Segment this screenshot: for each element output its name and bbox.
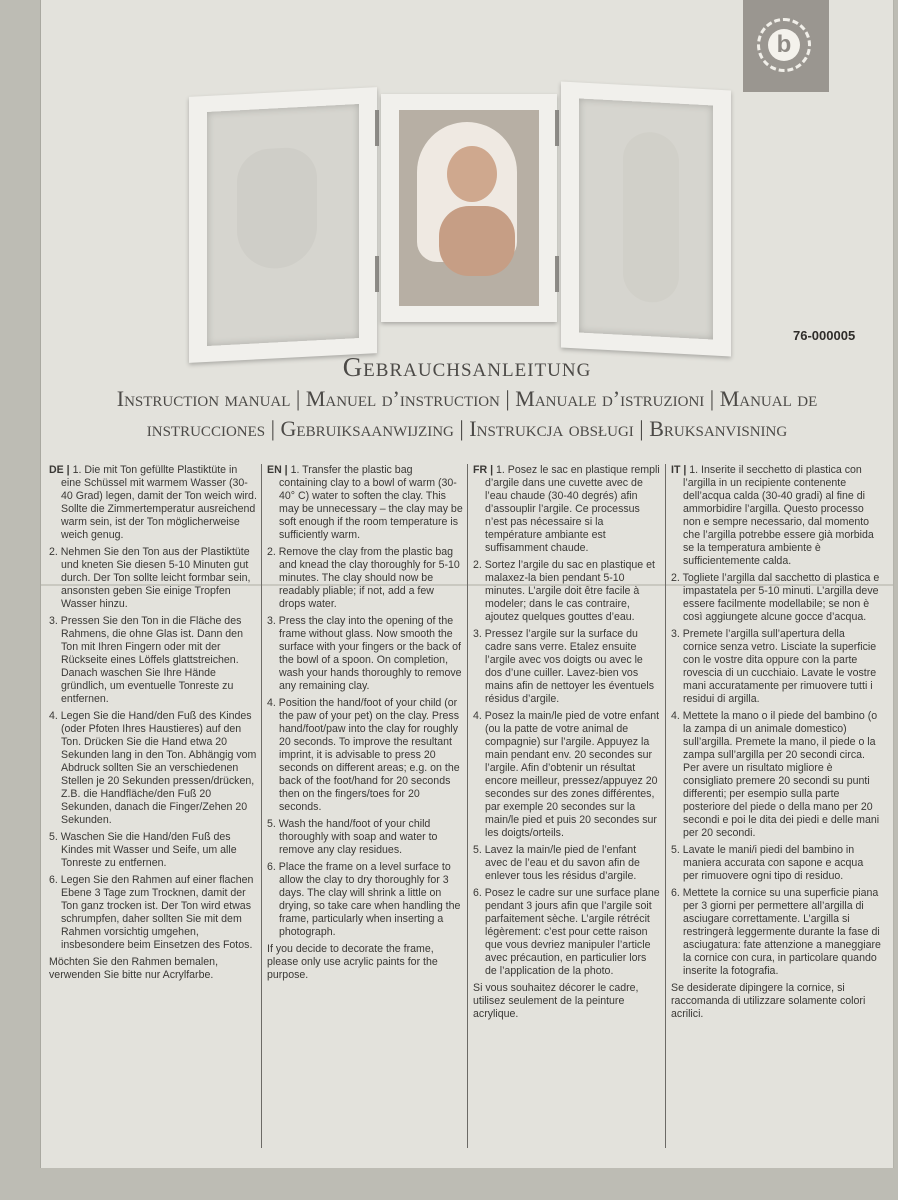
handprint-image [237, 146, 317, 270]
paint-note: If you decide to decorate the frame, please only use acrylic paints for the purpose. [267, 943, 438, 981]
language-label: DE | [49, 464, 70, 476]
column-fr [473, 464, 661, 1148]
column-it [671, 464, 881, 1148]
brand-logo [743, 0, 829, 92]
step-3: 3. Pressez l’argile sur la surface du cadre sans verre. Etalez ensuite l’argile avec vos doigts ou avec le dos d’une cuiller. Lavez-bien vos mains afin de nettoyer les éventuels résidus d’argile. [473, 628, 655, 705]
paint-note: Möchten Sie den Rahmen bemalen, verwenden Sie bitte nur Acrylfarbe. [49, 956, 219, 981]
step-5: 5. Lavez la main/le pied de l’enfant avec de l’eau et du savon afin de enlever tous les résidus d’argile. [473, 844, 640, 882]
baby-photo [399, 110, 539, 306]
frame-right-footprint [561, 82, 731, 357]
step-1: 1. Transfer the plastic bag containing clay to a bowl of warm (30-40° C) water to soften the clay. This may be unnecessary – the clay may be soft enough if the room temperature is sufficiently warm. [279, 464, 463, 541]
column-divider [261, 464, 262, 1148]
step-3: 3. Pressen Sie den Ton in die Fläche des Rahmens, die ohne Glas ist. Dann den Ton mit Ihren Fingern oder mit der Rückseite eines Löffels glattstreichen. Danach waschen Sie Ihre Hände gründlich, um eventuelle Tonreste zu entfernen. [49, 615, 243, 705]
paint-note: Si vous souhaitez décorer le cadre, utilisez seulement de la peinture acrylique. [473, 982, 639, 1020]
step-4: 4. Position the hand/foot of your child (or the paw of your pet) on the clay. Press hand/foot/paw into the clay for roughly 20 seconds. To improve the resultant imprint, it is advisable to press 20 seconds on different areas; e.g. on the back of the foot/hand for 20 seconds then on the fingers/toes for 20 seconds. [267, 697, 460, 813]
step-1: 1. Posez le sac en plastique rempli d’argile dans une cuvette avec de l’eau chaude (30-40 degrés) afin d’assouplir l’argile. Ce processus n’est pas nécessaire si la température ambiante est suffisamment chaude. [485, 464, 660, 554]
step-5: 5. Waschen Sie die Hand/den Fuß des Kindes mit Wasser und Seife, um alle Tonreste zu entfernen. [49, 831, 237, 869]
hinge [555, 256, 559, 292]
page-title: Gebrauchsanleitung [342, 352, 592, 382]
step-2: 2. Togliete l’argilla dal sacchetto di plastica e impastatela per 5-10 minuti. L’argilla deve essere facilmente modellabile; se non è così aggiungete alcune gocce d’acqua. [671, 572, 880, 623]
step-2: 2. Remove the clay from the plastic bag and knead the clay thoroughly for 5-10 minutes. The clay should now be readably pliable; if not, add a few drops water. [267, 546, 460, 610]
hinge [555, 110, 559, 146]
step-6: 6. Mettete la cornice su una superficie piana per 3 giorni per permettere all’argilla di asciugare correttamente. L’argilla si restringerà leggermente durante la fase di asciugatura: fate attenzione a maneggiare la cornice con cura, in particolare quando inserite la fotografia. [671, 887, 881, 977]
logo-letter: b [768, 29, 800, 61]
step-4: 4. Posez la main/le pied de votre enfant (ou la patte de votre animal de compagnie) sur l’argile. Appuyez la main pendant env. 20 secondes sur l’argile. Afin d’obtenir un résultat encore meilleur, pressez/appuyez 20 secondes sur des zones différentes, par exemple 20 secondes sur la main/le pied et puis 20 secondes sur les doigts/orteils. [473, 710, 660, 839]
hinge [375, 256, 379, 292]
language-label: IT | [671, 464, 687, 476]
step-1: 1. Inserite il secchetto di plastica con l’argilla in un recipiente contenente dell’acqua calda (30-40 gradi) al fine di ammorbidire l’argilla. Questo processo non e sempre necessario, dal momento che l’argilla potrebbe essere già morbida se la temperatura ambiente è sufficientemente calda. [683, 464, 874, 567]
step-2: 2. Sortez l’argile du sac en plastique et malaxez-la bien pendant 5-10 minutes. L’argile doit être facile à modeler; dans le cas contraire, ajoutez quelques gouttes d’eau. [473, 559, 655, 623]
frame-middle-photo [381, 94, 557, 322]
language-label: FR | [473, 464, 494, 476]
column-de [49, 464, 257, 1148]
instruction-sheet [40, 0, 894, 1168]
column-divider [665, 464, 666, 1148]
hinge [375, 110, 379, 146]
column-divider [467, 464, 468, 1148]
step-5: 5. Wash the hand/foot of your child thoroughly with soap and water to remove any clay residues. [267, 818, 438, 856]
footprint-image [623, 131, 679, 304]
step-4: 4. Legen Sie die Hand/den Fuß des Kindes (oder Pfoten Ihres Haustieres) auf den Ton. Drücken Sie die Hand etwa 20 Sekunden lang in den Ton. Abhängig vom Abdruck sollten Sie an verschiedenen Stellen je 20 Sekunden pressen/drücken, Z.B. die Handfläche/den Fuß 20 Sekunden, danach die Finger/Zehen 20 Sekunden. [49, 710, 257, 826]
page-subtitle: Instruction manual | Manuel d’instruction | Manuale d’istruzioni | Manual de instrucciones | Gebruiksaanwijzing | Instrukcja obsługi | Bruksanvisning [116, 386, 818, 441]
step-1: 1. Die mit Ton gefüllte Plastiktüte in eine Schüssel mit warmem Wasser (30-40 Grad) legen, damit der Ton weich wird. Sollte die Zimmertemperatur ausreichend warm sein, ist der Ton möglicherweise weich genug. [61, 464, 257, 541]
step-6: 6. Legen Sie den Rahmen auf einer flachen Ebene 3 Tage zum Trocknen, damit der Ton ganz trocken ist. Der Ton wird etwas schrumpfen, daher sollten Sie mit dem Rahmen vorsichtig umgehen, insbesondere beim Einsetzen des Fotos. [49, 874, 254, 951]
step-6: 6. Posez le cadre sur une surface plane pendant 3 jours afin que l’argile soit parfaitement sèche. L’argile rétrécit légèrement: c’est pour cette raison que vous devriez manipuler l’article avec précaution, en particulier lors de l’application de la photo. [473, 887, 660, 977]
instruction-columns [49, 464, 885, 1148]
paint-note: Se desiderate dipingere la cornice, si raccomanda di utilizzare solamente colori acrilici. [671, 982, 866, 1020]
step-6: 6. Place the frame on a level surface to allow the clay to dry thoroughly for 3 days. The clay will shrink a little on drying, so take care when handling the frame, particularly when inserting a photograph. [267, 861, 461, 938]
step-4: 4. Mettete la mano o il piede del bambino (o la zampa di un animale domestico) sull’argilla. Premete la mano, il piede o la zampa sull’argilla per 20 secondi circa. Per avere un risultato migliore è consigliato premere 20 secondi su punti differenti; per esempio sulla parte posteriore del piede o della mano per 20 secondi e poi le dita dei piedi e delle mani per 20 secondi. [671, 710, 880, 839]
product-image-frames [189, 86, 729, 358]
step-3: 3. Press the clay into the opening of the frame without glass. Now smooth the surface with your fingers or the back of the bowl of a spoon. On completion, wash your hands thoroughly to remove any remaining clay. [267, 615, 462, 692]
frame-left-handprint [189, 87, 377, 363]
column-en [267, 464, 463, 1148]
product-code: 76-000005 [793, 328, 856, 343]
step-5: 5. Lavate le mani/i piedi del bambino in maniera accurata con sapone e acqua per rimuovere ogni tipo di residuo. [671, 844, 864, 882]
step-2: 2. Nehmen Sie den Ton aus der Plastiktüte und kneten Sie diesen 5-10 Minuten gut durch. Der Ton sollte leicht formbar sein, ansonsten geben Sie einige Tropfen Wasser hinzu. [49, 546, 251, 610]
language-label: EN | [267, 464, 288, 476]
step-3: 3. Premete l’argilla sull’apertura della cornice senza vetro. Lisciate la superficie con le vostre dita oppure con la parte rovescia di un cucchiaio. Lavate le vostre mani accuratamente per rimuovere tutti i residui di argilla. [671, 628, 877, 705]
